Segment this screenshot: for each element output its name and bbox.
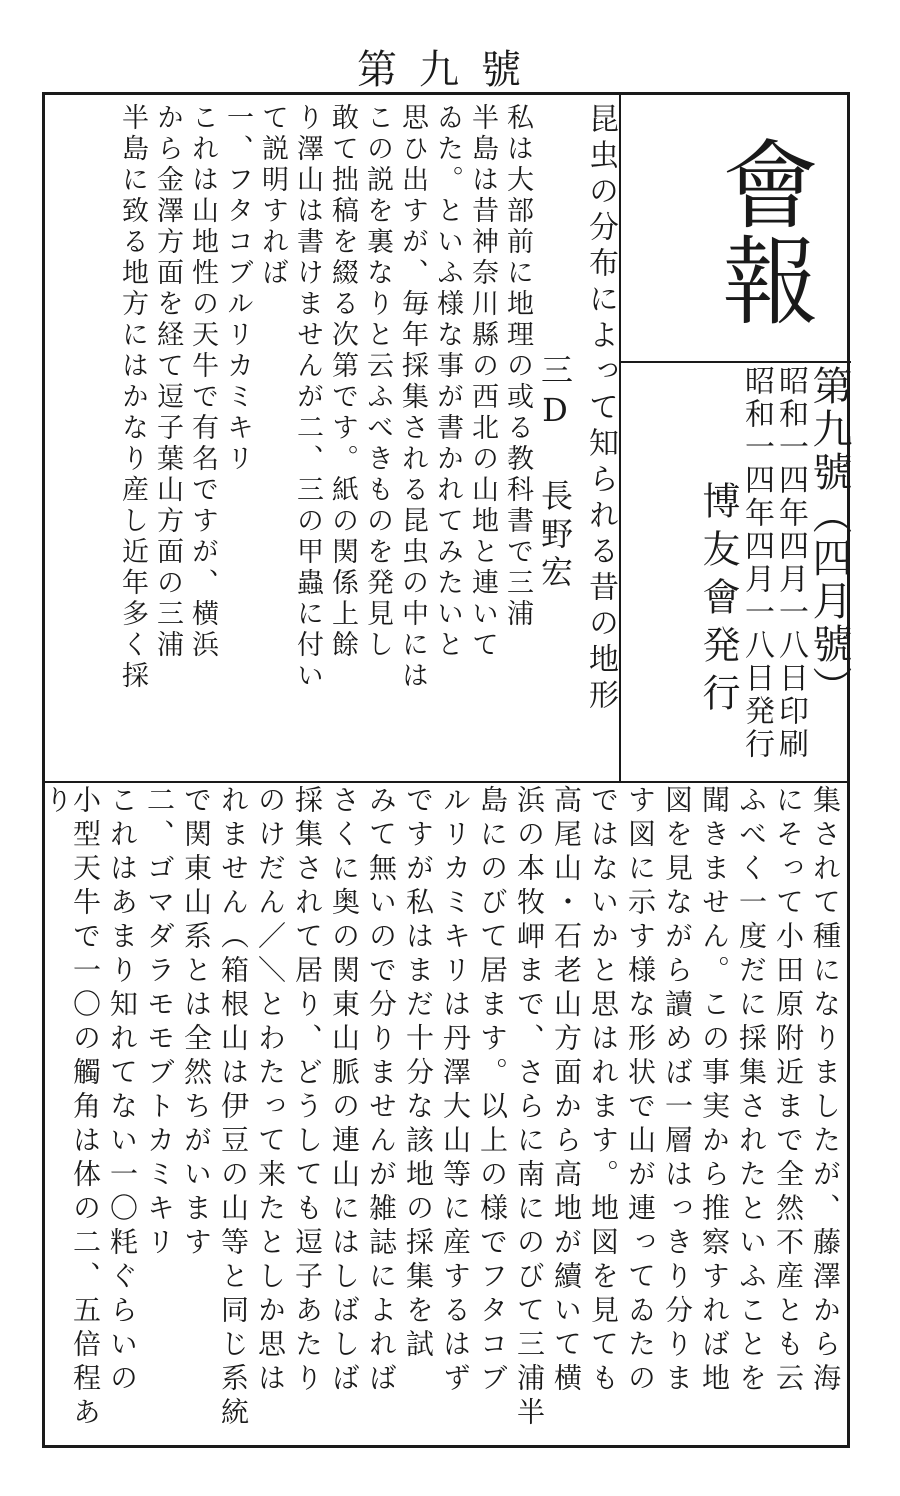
article-line: で関東山系とは全然ちがいます (180, 785, 213, 1261)
article-line: これは山地性の天牛で有名ですが、横浜 (187, 103, 218, 661)
section-divider-horizontal (45, 781, 847, 783)
article-line: みて無いので分りませんが雑誌によれば (365, 785, 398, 1397)
masthead-divider-horizontal (619, 361, 851, 363)
article-line: にそって小田原附近まで全然不産とも云 (772, 785, 805, 1397)
article-line: 高尾山・石老山方面から高地が續いて横 (550, 785, 583, 1397)
article-line: 半島は昔神奈川縣の西北の山地と連いて (467, 103, 498, 661)
article-line: ゐた。といふ様な事が書かれてみたいと (432, 103, 463, 661)
article-line: 半島に致る地方にはかなり産し近年多く採 (117, 103, 148, 692)
article-line: れません（箱根山は伊豆の山等と同じ系統 (217, 785, 250, 1431)
printed-date: 昭和一四年四月一八日印刷 (773, 365, 808, 761)
publisher: 博友會発行 (696, 481, 740, 721)
article-line: 一、フタコブルリカミキリ (222, 103, 253, 475)
article-author: 三D 長野宏 (536, 353, 574, 593)
published-date: 昭和一四年四月一八日発行 (739, 365, 774, 761)
article-bottom-block (41, 785, 842, 1435)
article-title: 昆虫の分布によって知られる昔の地形 (583, 103, 618, 715)
article-line: これはあまり知れてない一〇粍ぐらいの (106, 785, 139, 1397)
article-line: 聞きません。この事実から推察すれば地 (698, 785, 731, 1397)
article-line: て説明すれば (257, 103, 288, 289)
article-line: ルリカミキリは丹澤大山等に産するはず (439, 785, 472, 1397)
article-line: ですが私はまだ十分な該地の採集を試 (402, 785, 435, 1363)
article-line: 採集されて居り、どうしても逗子あたり (291, 785, 324, 1397)
article-line: ではないかと思はれます。地図を見ても (587, 785, 620, 1397)
article-line: この説を裏なりと云ふべきものを発見し (362, 103, 393, 661)
issue-number: 第九號（四月號） (806, 365, 852, 709)
article-line: 私は大部前に地理の或る教科書で三浦 (502, 103, 533, 630)
article-line: 図を見ながら讀めば一層はっきり分りま (661, 785, 694, 1397)
article-top-block (45, 103, 618, 763)
article-line: 敢て拙稿を綴る次第です。紙の関係上餘 (327, 103, 358, 661)
article-line: 島にのびて居ます。以上の様でフタコブ (476, 785, 509, 1397)
article-line: 小型天牛で一〇の觸角は体の二、五倍程あり (41, 785, 102, 1431)
article-line: す図に示す様な形状で山が連ってゐたの (624, 785, 657, 1397)
article-line: から金澤方面を経て逗子葉山方面の三浦 (152, 103, 183, 661)
article-line: り澤山は書けませんが二、三の甲蟲に付い (292, 103, 323, 692)
newsletter-frame (42, 92, 850, 1448)
article-line: 思ひ出すが、毎年採集される昆虫の中には (397, 103, 428, 692)
article-line: 二、ゴマダラモモブトカミキリ (143, 785, 176, 1261)
article-line: ふべく一度だに採集されたといふことを (735, 785, 768, 1397)
masthead-title: 會報 (707, 134, 819, 327)
article-line: さくに奥の関東山脈の連山にはしばしば (328, 785, 361, 1397)
masthead-info (615, 365, 852, 765)
article-line: 集されて種になりましたが、藤澤から海 (809, 785, 842, 1397)
page-header-issue: 第九號 (357, 47, 543, 93)
article-line: のけだん／＼とわたって来たとしか思は (254, 785, 287, 1397)
article-line: 浜の本牧岬まで、さらに南にのびて三浦半 (513, 785, 546, 1431)
